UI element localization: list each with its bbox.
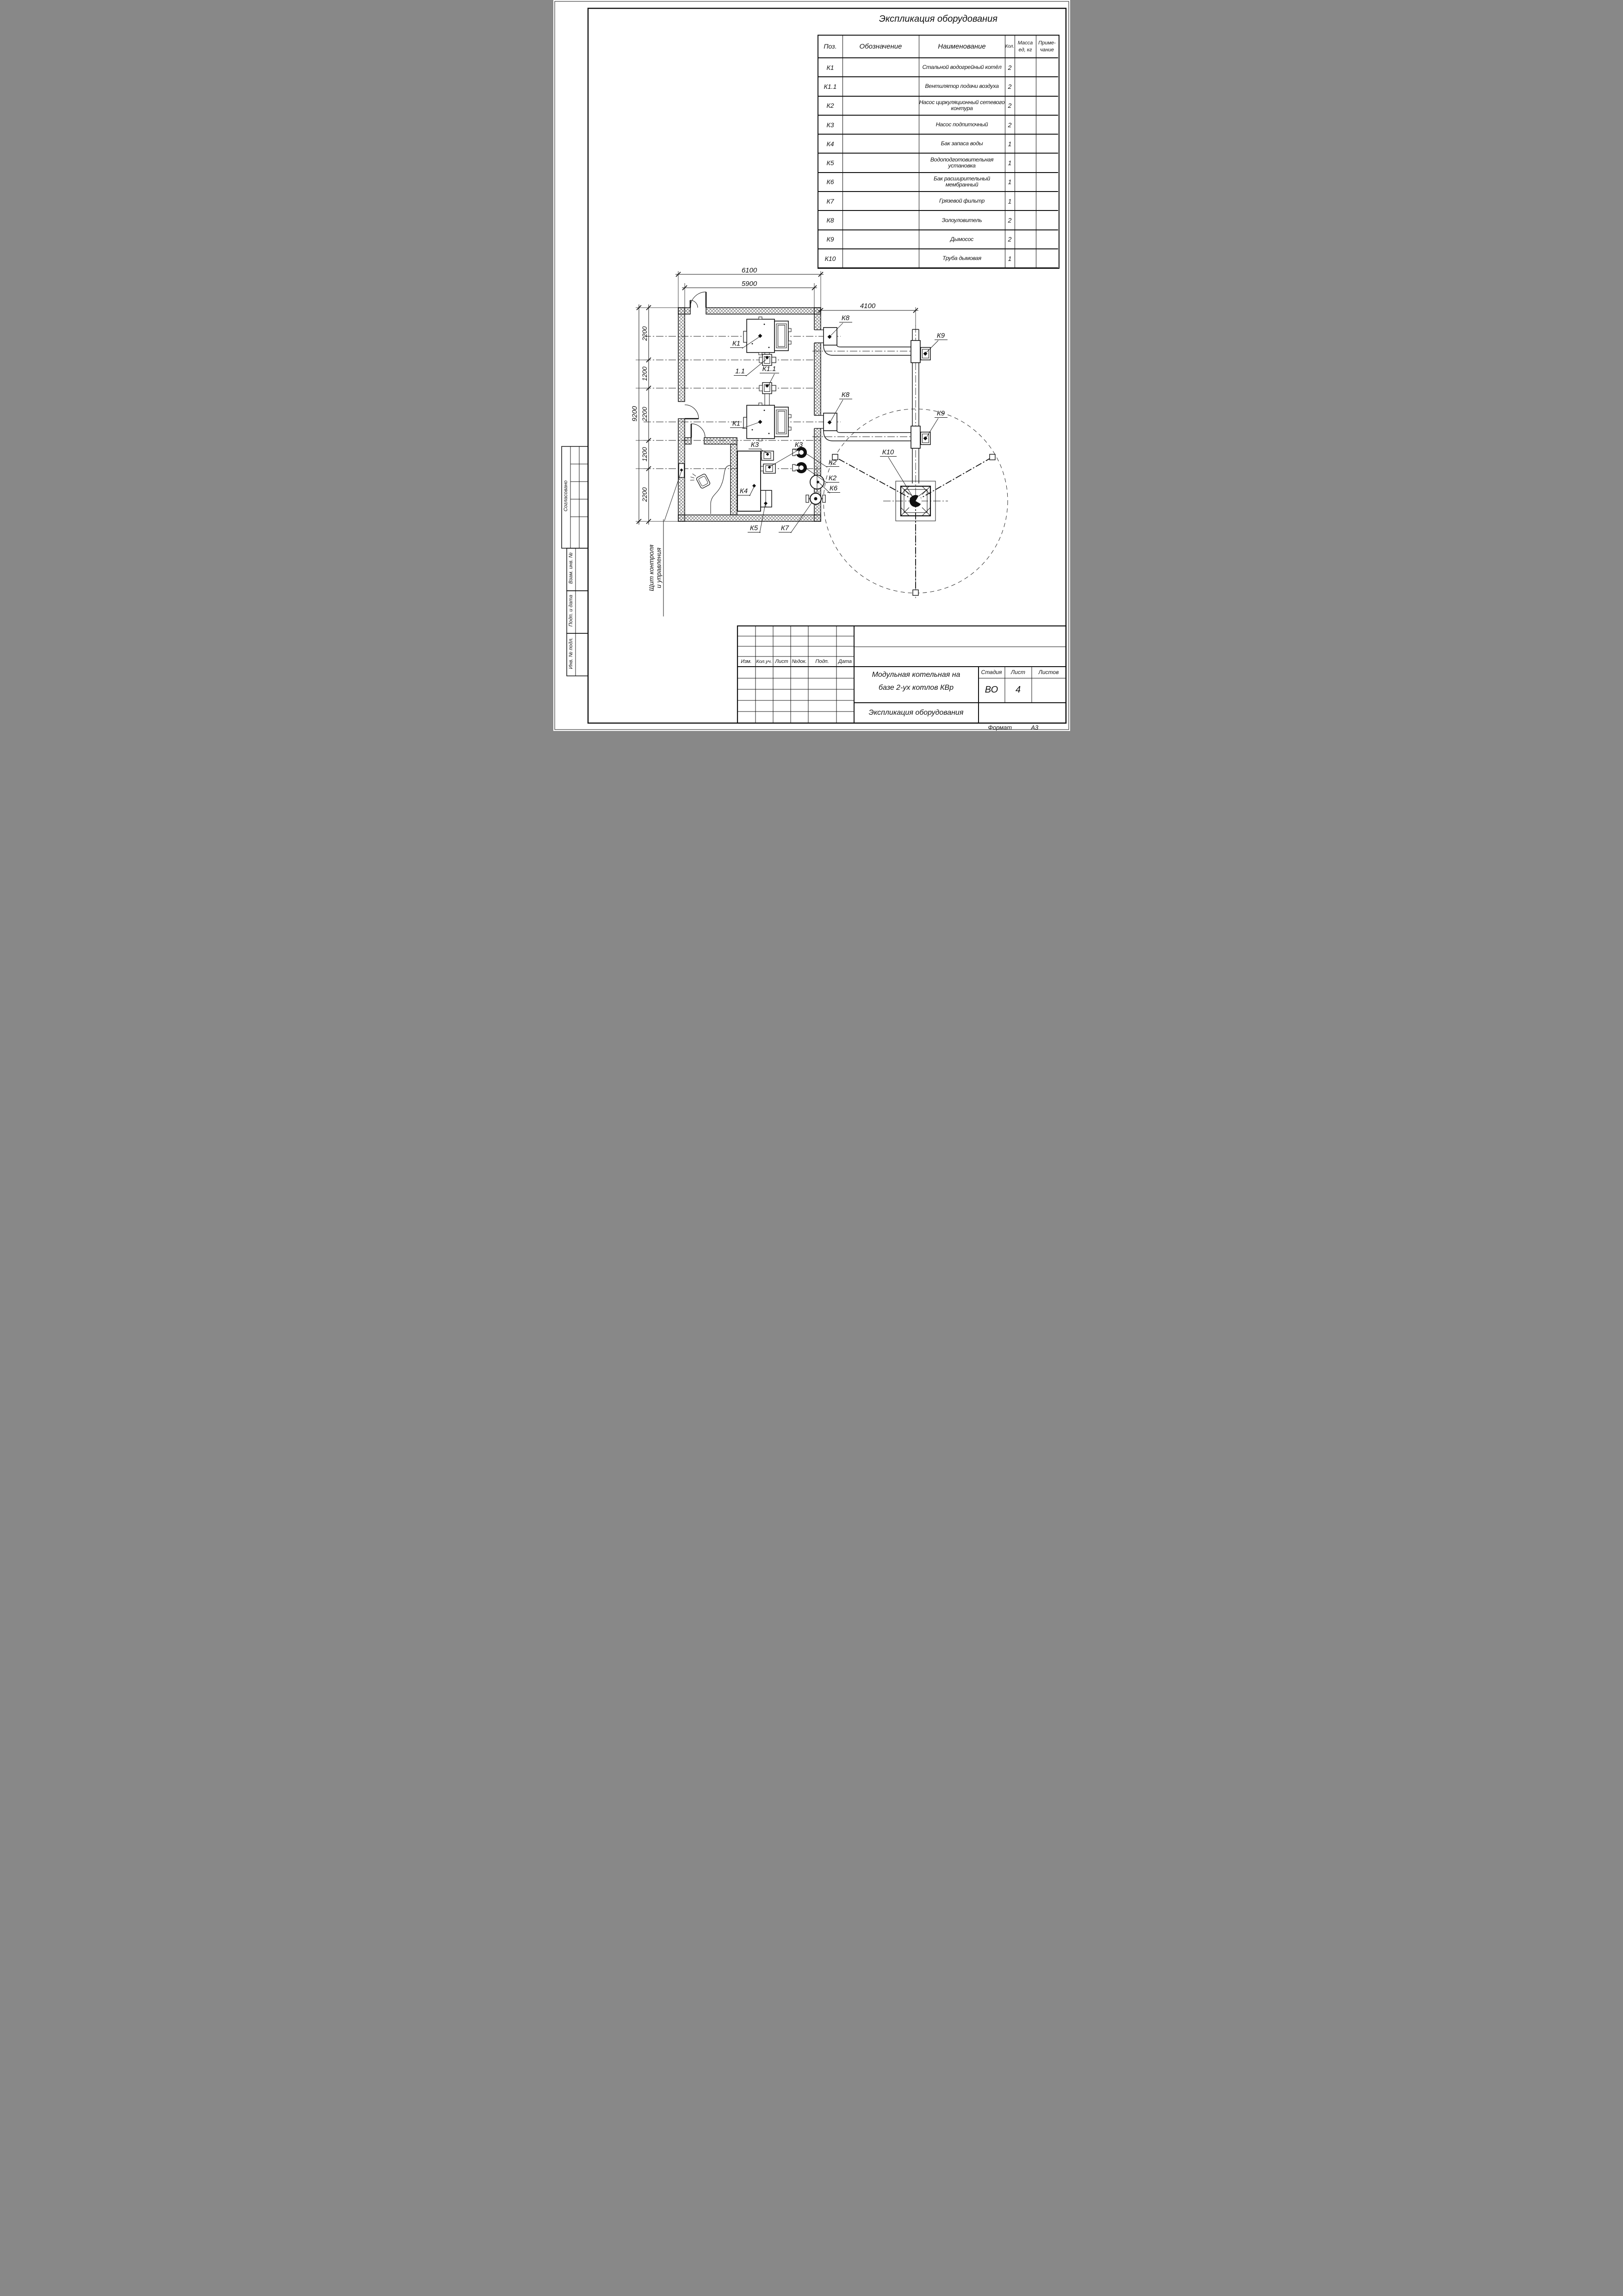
plan-label-k2-top: К2 — [826, 459, 839, 467]
cell-pos: К7 — [818, 192, 843, 211]
tb-doc-title-l1: Модульная котельная на — [872, 671, 960, 679]
control-panel-label: Щит контроля и управления — [647, 520, 663, 617]
equipment-spec-table — [818, 35, 1059, 269]
cell-qty: 1 — [1005, 192, 1015, 211]
cell-pos: К6 — [818, 173, 843, 192]
plan-label-k1-bottom: К1 — [730, 420, 743, 428]
cell-designation — [843, 58, 919, 77]
cell-pos: К10 — [818, 249, 843, 268]
tb-col-list: Лист — [775, 659, 788, 664]
cell-qty: 2 — [1005, 77, 1015, 96]
col-header-note: Приме- чание — [1036, 36, 1058, 58]
plan-label-k3-left: К3 — [749, 441, 762, 449]
tb-sheet-value: 4 — [1015, 685, 1021, 695]
cell-qty: 1 — [1005, 135, 1015, 154]
plan-label-k2-bottom: К2 — [826, 475, 839, 483]
cell-qty: 2 — [1005, 58, 1015, 77]
cell-qty: 2 — [1005, 97, 1015, 116]
cell-name: Золоуловитель — [919, 211, 1005, 230]
tb-stage-value: ВО — [985, 685, 998, 695]
plan-label-k5: К5 — [748, 525, 761, 532]
cell-pos: К1 — [818, 58, 843, 77]
col-header-qty: Кол. — [1005, 36, 1015, 58]
tb-doc-title-l2: базе 2-ух котлов КВр — [879, 684, 954, 692]
dim-9200: 9200 — [631, 406, 638, 422]
dim-seg-2: 1200 — [640, 366, 648, 381]
col-header-designation: Обозначение — [843, 36, 919, 58]
side-inv: Инв. № подл. — [568, 637, 574, 669]
cell-qty: 2 — [1005, 230, 1015, 249]
plan-label-k10: К10 — [880, 449, 897, 457]
tb-col-izm: Изм. — [741, 659, 752, 664]
col-header-mass: Масса ед, кг — [1015, 36, 1036, 58]
plan-label-k8-top: К8 — [839, 315, 852, 322]
plan-label-k8-bottom: К8 — [839, 391, 852, 399]
cell-name: Водоподготовительная установка — [919, 154, 1005, 173]
tb-stage-label: Стадия — [981, 669, 1002, 675]
cell-name: Насос подпиточный — [919, 116, 1005, 135]
cell-qty: 1 — [1005, 173, 1015, 192]
col-header-name: Наименование — [919, 36, 1005, 58]
dim-6100: 6100 — [741, 266, 757, 274]
side-podp: Подп. и дата — [568, 594, 574, 627]
cell-note — [1036, 58, 1058, 77]
cell-qty: 2 — [1005, 116, 1015, 135]
dim-seg-4: 1200 — [640, 447, 648, 462]
plan-label-k9-top: К9 — [935, 332, 948, 340]
cell-name: Стальной водогрейный котёл — [919, 58, 1005, 77]
plan-label-fan-bottom: К1.1 — [760, 365, 779, 373]
cell-qty: 1 — [1005, 249, 1015, 268]
spec-table-title: Экспликация оборудования — [879, 14, 997, 24]
cell-name: Насос циркуляционный сетевого контура — [919, 97, 1005, 116]
cell-name: Грязевой фильтр — [919, 192, 1005, 211]
side-vzam: Взам. инв. № — [568, 552, 574, 584]
tb-col-podp: Подп. — [815, 659, 829, 664]
cell-name: Вентилятор подачи воздуха — [919, 77, 1005, 96]
format-note: Формат А3 — [988, 724, 1039, 731]
cell-pos: К2 — [818, 97, 843, 116]
tb-sheets-label: Листов — [1038, 669, 1059, 675]
cell-pos: К3 — [818, 116, 843, 135]
drawing-sheet — [553, 0, 1070, 731]
dim-seg-1: 2200 — [640, 326, 648, 341]
plan-label-k7: К7 — [779, 525, 792, 532]
plan-label-k3-right: К3 — [793, 441, 805, 449]
cell-name: Бак запаса воды — [919, 135, 1005, 154]
tb-col-koluch: Кол.уч. — [756, 659, 772, 664]
cell-pos: К5 — [818, 154, 843, 173]
plan-label-k9-bottom: К9 — [935, 410, 948, 418]
tb-col-data: Дата — [838, 659, 852, 664]
dim-seg-5: 2200 — [640, 487, 648, 502]
plan-label-k6: К6 — [827, 485, 840, 493]
tb-col-ndok: №док. — [792, 659, 807, 664]
tb-sheet-title: Экспликация оборудования — [868, 709, 964, 717]
plan-label-k1-top: К1 — [730, 340, 743, 348]
side-agreed: Согласовано — [563, 480, 569, 512]
cell-pos: К9 — [818, 230, 843, 249]
cell-name: Бак расширительный мембранный — [919, 173, 1005, 192]
cell-pos: К8 — [818, 211, 843, 230]
col-header-pos: Поз. — [818, 36, 843, 58]
dim-seg-3: 2200 — [640, 407, 648, 421]
tb-sheet-label: Лист — [1011, 669, 1025, 675]
dim-4100: 4100 — [860, 302, 876, 310]
cell-name: Труба дымовая — [919, 249, 1005, 268]
cell-mass — [1015, 58, 1036, 77]
cell-pos: К4 — [818, 135, 843, 154]
cell-name: Дымосос — [919, 230, 1005, 249]
cell-pos: К1.1 — [818, 77, 843, 96]
plan-label-k4: К4 — [737, 488, 750, 495]
cell-qty: 2 — [1005, 211, 1015, 230]
cell-qty: 1 — [1005, 154, 1015, 173]
dim-5900: 5900 — [741, 280, 757, 288]
plan-label-fan-top: 1.1 — [734, 368, 747, 376]
